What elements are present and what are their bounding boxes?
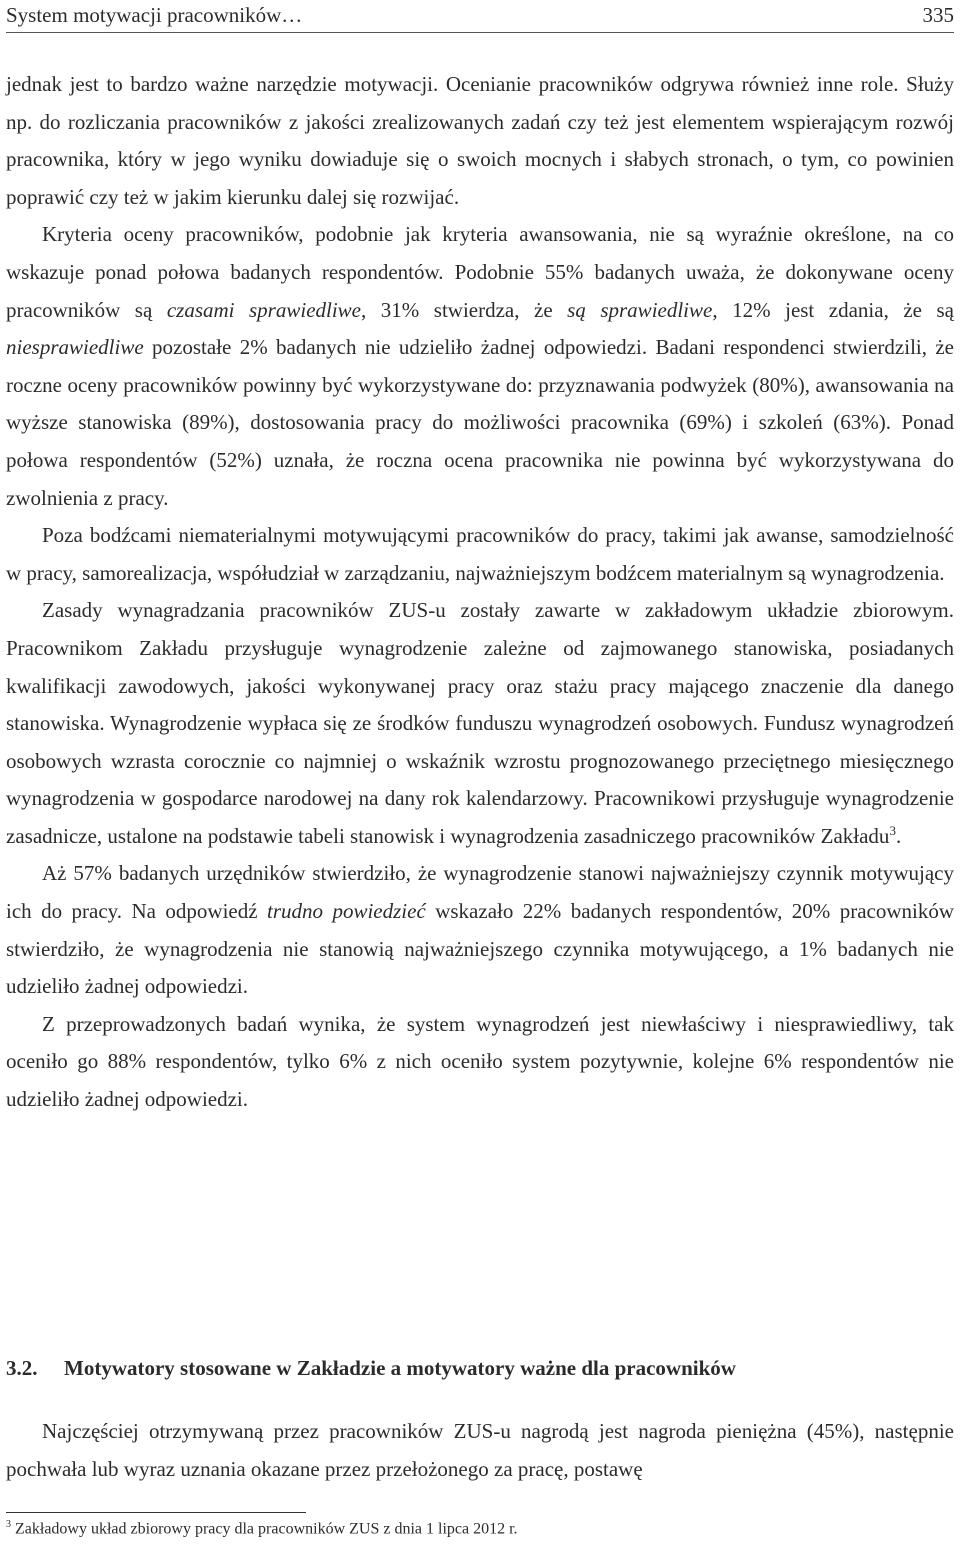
italic-phrase: są sprawiedliwe	[567, 297, 713, 322]
section-title: Motywatory stosowane w Zakładzie a motywatory ważne dla pracowników	[64, 1356, 736, 1380]
text-run: Aż 57% badanych urzędników stwierdziło, że wynagrodzenie stanowi najważniejszy czynnik motywujący ich do pracy. Na odpowiedź	[6, 861, 954, 924]
body-text	[6, 66, 954, 1119]
paragraph	[6, 1006, 954, 1119]
running-title: System motywacji pracowników…	[6, 3, 303, 27]
text-run: Z przeprowadzonych badań wynika, że system wynagrodzeń jest niewłaściwy i niesprawiedliwy, tak oceniło go 88% respondentów, tylko 6% z nich oceniło system pozytywnie, kolejne 6% respondentów nie udzieliło żadnej odpowiedzi.	[6, 1011, 954, 1112]
page-number: 335	[922, 3, 954, 27]
running-header	[6, 0, 954, 33]
section-heading	[6, 1356, 736, 1381]
section-body	[6, 1413, 954, 1488]
footnote-marker: 3	[6, 1519, 11, 1530]
section-number: 3.2.	[6, 1356, 38, 1380]
text-run: , 31% stwierdza, że	[361, 297, 568, 322]
text-run: jednak jest to bardzo ważne narzędzie motywacji. Ocenianie pracowników odgrywa również inne role. Służy np. do rozliczania pracowników z jakości zrealizowanych zadań czy też jest elementem wspierającym rozwój pracownika, który w jego wyniku dowiaduje się o swoich mocnych i słabych stronach, o tym, co powinien poprawić czy też w jakim kierunku dalej się rozwijać.	[6, 72, 954, 209]
text-run: Kryteria oceny pracowników, podobnie jak kryteria awansowania, nie są wyraźnie określone, na co wskazuje ponad połowa badanych respondentów. Podobnie 55% badanych uważa, że dokonywane oceny pracowników są	[6, 222, 954, 322]
paragraph	[6, 592, 954, 855]
text-run: Zasady wynagradzania pracowników ZUS-u zostały zawarte w zakładowym układzie zbiorowym. Pracownikom Zakładu przysługuje wynagrodzenie zależne od zajmowanego stanowiska, posiadanych kwalifikacji zawodowych, jakości wykonywanej pracy oraz stażu pracy mającego znaczenie dla danego stanowiska. Wynagrodzenie wypłaca się ze środków funduszu wynagrodzeń osobowych. Fundusz wynagrodzeń osobowych wzrasta corocznie co najmniej o wskaźnik wzrostu prognozowanego przeciętnego miesięcznego wynagrodzenia w gospodarce narodowej na dany rok kalendarzowy. Pracownikowi przysługuje wynagrodzenie zasadnicze, ustalone na podstawie tabeli stanowisk i wynagrodzenia zasadniczego pracowników Zakładu	[6, 598, 954, 848]
italic-phrase: trudno powiedzieć	[267, 899, 426, 924]
paragraph	[6, 855, 954, 1005]
italic-phrase: czasami sprawiedliwe	[166, 297, 362, 322]
italic-phrase: niesprawiedliwe	[6, 335, 144, 360]
text-run: Poza bodźcami niematerialnymi motywującymi pracowników do pracy, takimi jak awanse, samodzielność w pracy, samorealizacja, współudział w zarządzaniu, najważniejszym bodźcem materialnym są wynagrodzenia.	[6, 523, 954, 585]
text-run: wskazało 22% badanych respondentów, 20% pracowników stwierdziło, że wynagrodzenia nie stanowią najważniejszego czynnika motywującego, a 1% badanych nie udzieliło żadnej odpowiedzi.	[6, 899, 954, 999]
paragraph	[6, 517, 954, 592]
paragraph: Najczęściej otrzymywaną przez pracowników ZUS-u nagrodą jest nagroda pieniężna (45%), następnie pochwała lub wyraz uznania okazane przez przełożonego za pracę, postawę	[6, 1419, 954, 1481]
text-run: pozostałe 2% badanych nie udzieliło żadnej odpowiedzi. Badani respondenci stwierdzili, że roczne oceny pracowników powinny być wykorzystywane do: przyznawania podwyżek (80%), awansowania na wyższe stanowiska (89%), dostosowania pracy do możliwości pracownika (69%) i szkoleń (63%). Ponad połowa respondentów (52%) uznała, że roczna ocena pracownika nie powinna być wykorzystywana do zwolnienia z pracy.	[6, 335, 954, 510]
footnote-divider	[6, 1512, 306, 1513]
footnote-reference: 3	[889, 822, 896, 838]
footnote	[6, 1519, 518, 1538]
text-run: , 12% jest zdania, że są	[712, 297, 954, 322]
paragraph	[6, 216, 954, 517]
paragraph	[6, 66, 954, 216]
text-run: .	[895, 823, 902, 848]
footnote-text: Zakładowy układ zbiorowy pracy dla pracowników ZUS z dnia 1 lipca 2012 r.	[11, 1520, 518, 1538]
